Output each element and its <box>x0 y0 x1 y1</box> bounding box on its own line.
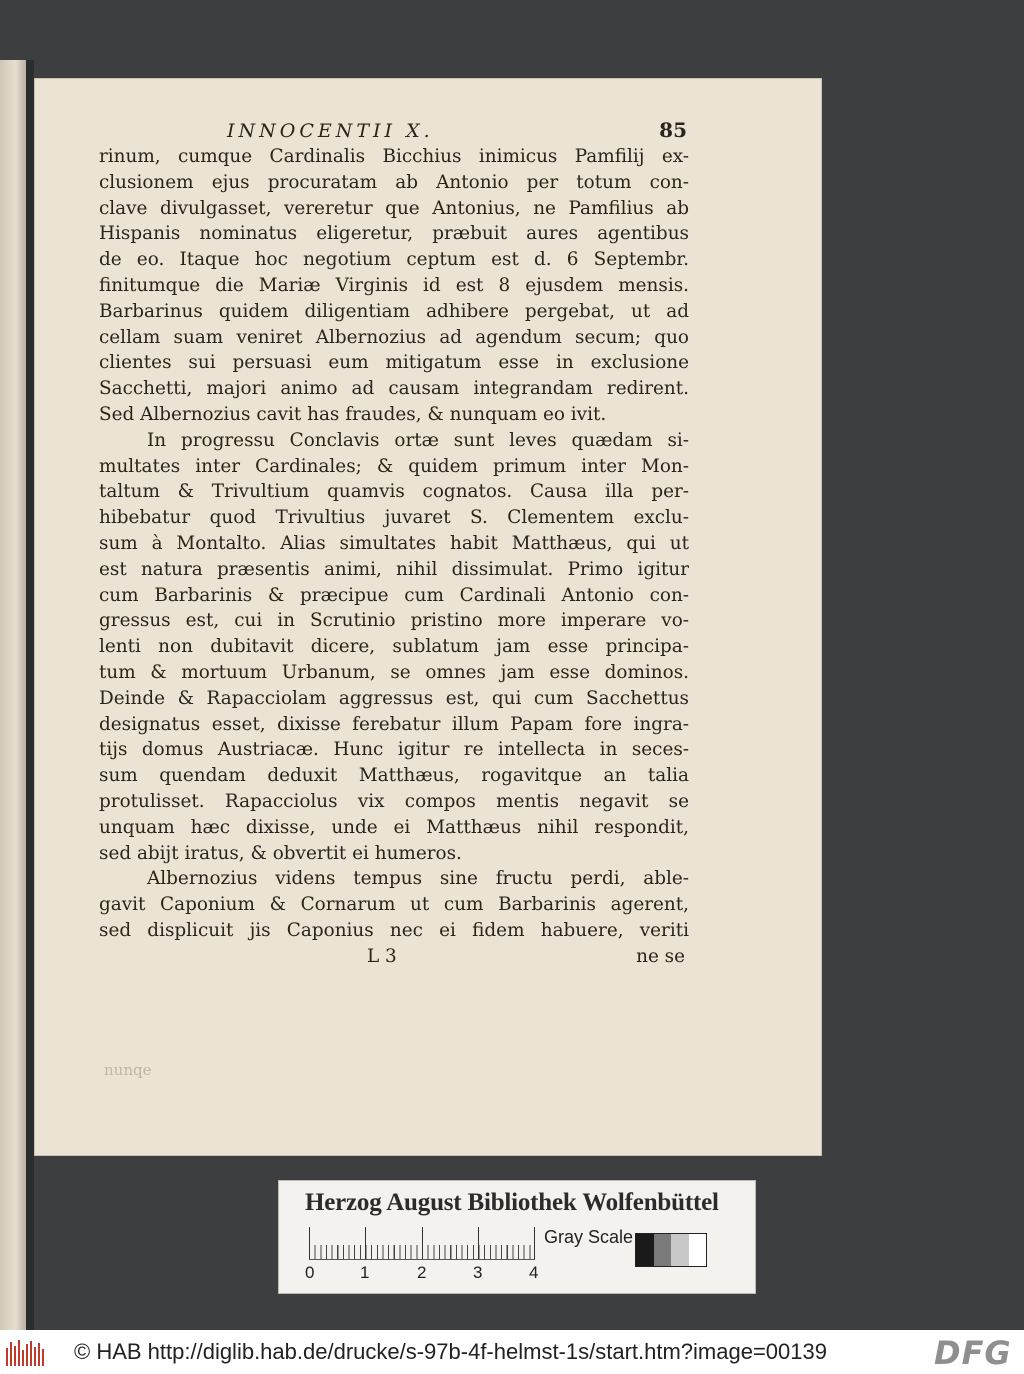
text-line: tum & mortuum Urbanum, se omnes jam esse dominos. <box>99 661 689 683</box>
page-number: 85 <box>659 118 687 142</box>
running-title: INNOCENTII X. <box>227 120 434 142</box>
text-line: multates inter Cardinales; & quidem primum inter Mon- <box>99 455 689 477</box>
page-footer <box>99 944 689 970</box>
text-line: designatus esset, dixisse ferebatur illum Papam fore ingra- <box>99 713 689 735</box>
text-line: hibebatur quod Trivultius juvaret S. Clementem exclu- <box>99 507 689 529</box>
book-page <box>34 78 822 1156</box>
text-line: clusionem ejus procuratam ab Antonio per totum con- <box>99 171 689 193</box>
text-line: cum Barbarinis & præcipue cum Cardinali Antonio con- <box>99 584 689 606</box>
text-line: taltum & Trivultium quamvis cognatos. Causa illa per- <box>99 481 689 503</box>
gray-swatch <box>671 1234 689 1266</box>
text-line: Sed Albernozius cavit has fraudes, & nunquam eo ivit. <box>99 403 607 425</box>
signature-mark: L 3 <box>367 945 397 967</box>
text-line: sed displicuit jis Caponius nec ei fidem habuere, veriti <box>99 919 689 941</box>
text-line: lenti non dubitavit dicere, sublatum jam esse principa- <box>99 636 689 658</box>
text-line: sum à Montalto. Alias simultates habit Matthæus, qui ut <box>99 532 689 554</box>
text-line: Sacchetti, majori animo ad causam integrandam redirent. <box>99 378 689 400</box>
gray-scale-label: Gray Scale <box>544 1227 634 1247</box>
ruler-major-tick <box>478 1227 479 1259</box>
dfg-logo: DFG <box>934 1334 1012 1372</box>
text-line: clientes sui persuasi eum mitigatum esse in exclusione <box>99 352 689 374</box>
text-line: cellam suam veniret Albernozius ad agendum secum; quo <box>99 326 689 348</box>
scale-ruler <box>309 1227 535 1260</box>
citation-bar <box>0 1330 1024 1374</box>
text-line: gavit Caponium & Cornarum ut cum Barbarinis agerent, <box>99 894 689 916</box>
hab-logo-icon <box>6 1338 46 1366</box>
ruler-major-tick <box>365 1227 366 1259</box>
bleed-through-text: nunqe <box>104 1061 152 1079</box>
text-line: Albernozius videns tempus sine fructu perdi, able- <box>147 868 689 890</box>
text-line: protulisset. Rapacciolus vix compos mentis negavit se <box>99 790 689 812</box>
text-line: gressus est, cui in Scrutinio pristino more imperare vo- <box>99 610 689 632</box>
gray-swatch <box>654 1234 672 1266</box>
ruler-major-tick <box>309 1227 310 1259</box>
ruler-number: 2 <box>417 1263 427 1282</box>
text-line: de eo. Itaque hoc negotium ceptum est d. 6 Septembr. <box>99 249 689 271</box>
ruler-number: 0 <box>305 1263 315 1282</box>
catchword: ne se <box>636 945 685 967</box>
left-page-edge <box>0 60 26 1350</box>
text-line: finitumque die Mariæ Virginis id est 8 ejusdem mensis. <box>99 274 689 296</box>
text-line: sum quendam deduxit Matthæus, rogavitque an talia <box>99 765 689 787</box>
text-lines <box>99 144 689 944</box>
gray-scale-swatches <box>635 1233 707 1267</box>
ruler-major-tick <box>534 1227 535 1259</box>
running-head <box>99 118 689 144</box>
color-calibration-card <box>278 1180 756 1294</box>
text-line: unquam hæc dixisse, unde ei Matthæus nihil respondit, <box>99 816 689 838</box>
gray-swatch <box>689 1234 707 1266</box>
ruler-major-tick <box>422 1227 423 1259</box>
text-line: In progressu Conclavis ortæ sunt leves quædam si- <box>147 429 689 451</box>
page-text-block <box>99 118 689 970</box>
text-line: Barbarinus quidem diligentiam adhibere pergebat, ut ad <box>99 300 689 322</box>
text-line: sed abijt iratus, & obvertit ei humeros. <box>99 842 462 864</box>
card-title: Herzog August Bibliothek Wolfenbüttel <box>305 1189 719 1216</box>
text-line: Deinde & Rapacciolam aggressus est, qui cum Sacchettus <box>99 687 689 709</box>
ruler-number: 3 <box>473 1263 483 1282</box>
ruler-number: 4 <box>529 1263 539 1282</box>
text-line: tijs domus Austriacæ. Hunc igitur re intellecta in seces- <box>99 739 689 761</box>
gray-swatch <box>636 1234 654 1266</box>
ruler-number: 1 <box>360 1263 370 1282</box>
text-line: est natura præsentis animi, nihil dissimulat. Primo igitur <box>99 558 689 580</box>
gutter-shadow <box>26 60 34 1350</box>
text-line: clave divulgasset, vereretur que Antonius, ne Pamfilius ab <box>99 197 689 219</box>
text-line: rinum, cumque Cardinalis Bicchius inimicus Pamfilij ex- <box>99 146 689 167</box>
citation-link[interactable]: © HAB http://diglib.hab.de/drucke/s-97b-4f-helmst-1s/start.htm?image=00139 <box>74 1339 827 1364</box>
text-line: Hispanis nominatus eligeretur, præbuit aures agentibus <box>99 223 689 245</box>
